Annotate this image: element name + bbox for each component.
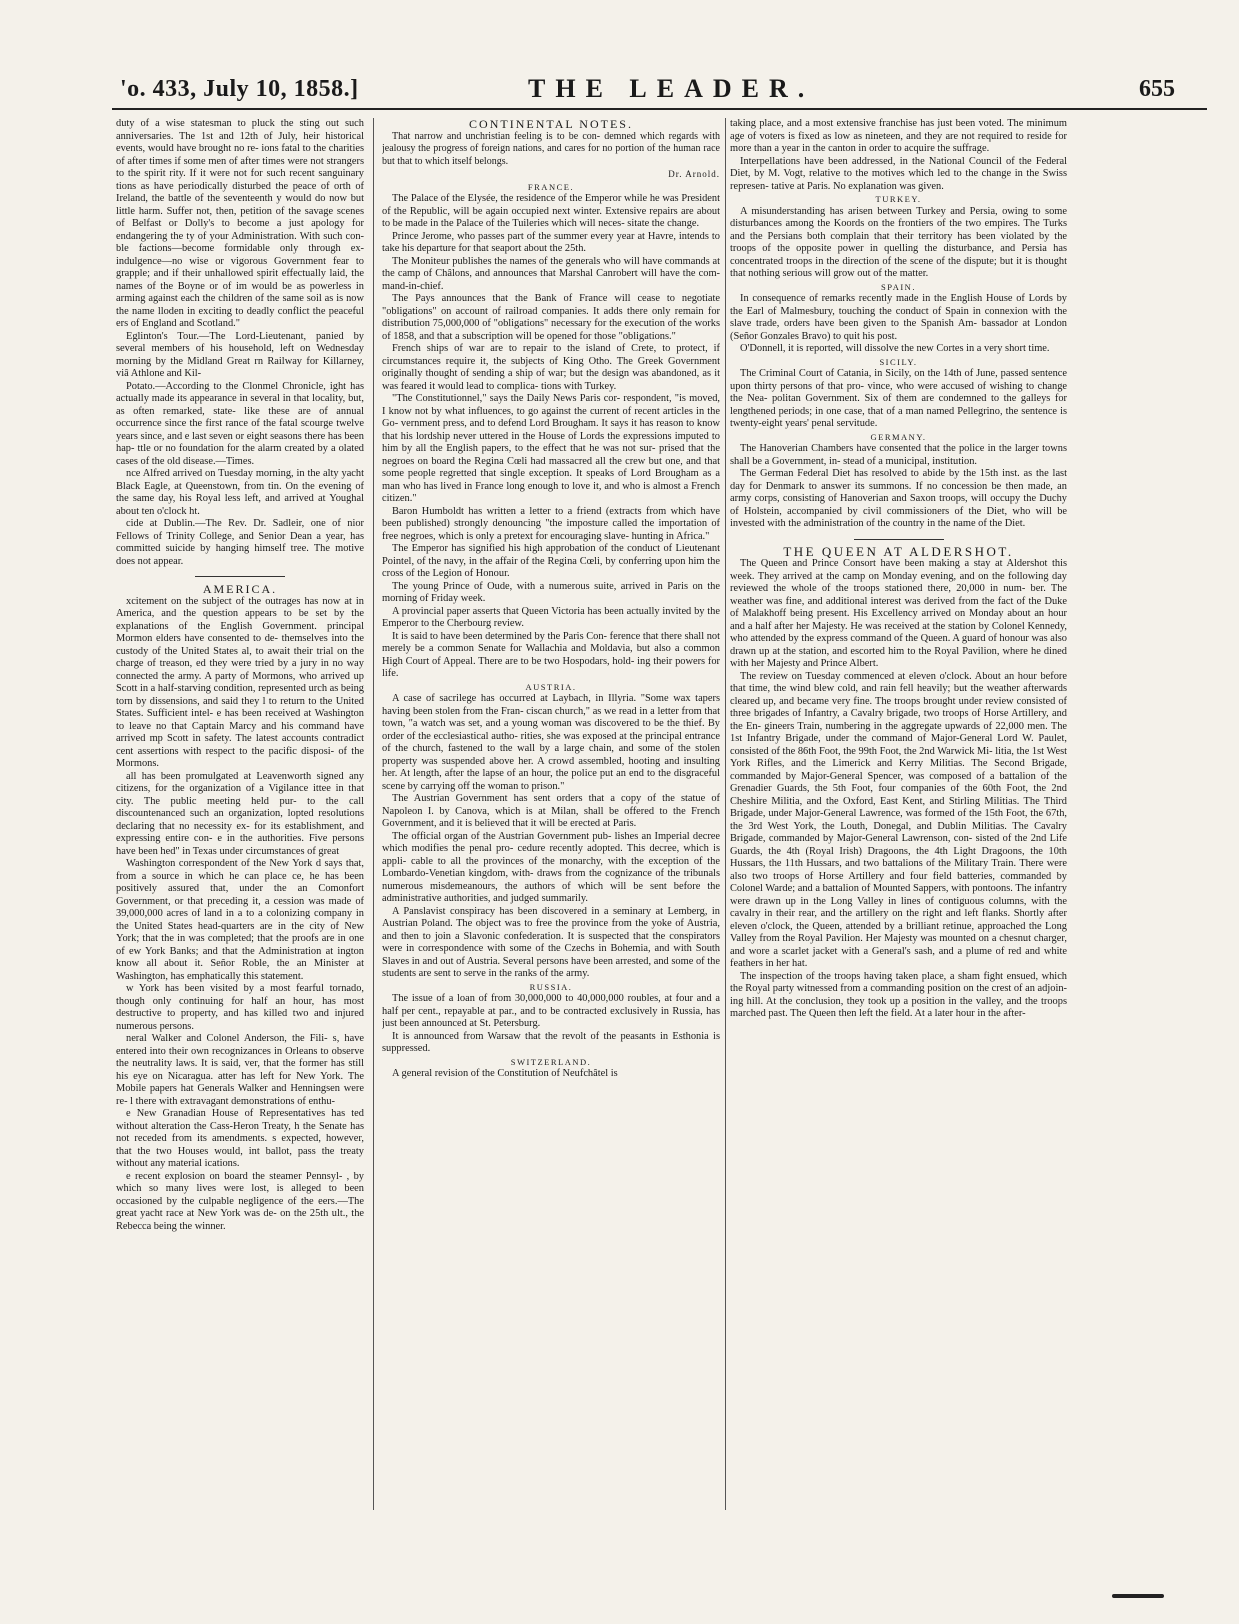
america-heading: AMERICA. [202,582,278,596]
article-paragraph: Prince Jerome, who passes part of the summer every year at Havre, intends to take his departure for that seaport about the 25th. [382,230,720,254]
article-paragraph: The Palace of the Elysée, the residence of the Emperor while he was President of the Republic, will be again occupied next winter. Extensive repairs are about to be made in the Palace of the Tuileries which will neces- sitate the change. [382,193,720,229]
queen-aldershot-heading: THE QUEEN AT ALDERSHOT. [783,543,1014,559]
article-paragraph: "The Constitutionnel," says the Daily News Paris cor- respondent, "is moved, I know not by what influences, to go against the current of recent articles in the Go- vernment press, and to defend Lord Brougham. It says it has reason to know that his lordship never uttered in the House of Lords the expressions imputed to him by all the English papers, to the effect that he was not sur- prised that the negroes on board the Regina Cœli had massacred all the crew but one, and that some people regretted that single exception. It speaks of Lord Brougham as a man who has lived in France long enough to love it, and who is almost a French citizen." [382,393,720,504]
article-paragraph: A general revision of the Constitution of Neufchâtel is [392,1068,618,1079]
article-paragraph: The inspection of the troops having taken place, a sham fight ensued, which the Royal party witnessed from a commanding position on the crest of an adjoin- ing hill. At the conclusion, they took up a position in the valley, and the troops marched past. The Queen then left the field. At a later hour in the after- [730,970,1067,1019]
continental-notes-heading: CONTINENTAL NOTES. [469,118,633,131]
article-paragraph: neral Walker and Colonel Anderson, the Fili- s, have entered into their own recognizances in Orleans to observe the neutrality laws. It is said, ver, that the former has still his eye on Nicaragua. atter has left for New York. The Mobile papers hat Generals Walker and Henningsen were re- l there with extravagant demonstrations of enthu- [116,1033,364,1107]
article-paragraph: nce Alfred arrived on Tuesday morning, in the alty yacht Black Eagle, at Queenstown, from tin. On the evening of the same day, his Royal less left, and arrived at Youghal about ten o'clock ht. [116,468,364,517]
epigraph-attribution: Dr. Arnold. [668,169,720,179]
article-paragraph: The Emperor has signified his high approbation of the conduct of Lieutenant Pointel, of the navy, in the affair of the Regina Cœli, by conferring upon him the cross of the Legion of Honour. [382,543,720,579]
article-paragraph: w York has been visited by a most fearful tornado, though only continuing for half an hour, has most destructive to property, and has killed two and injured numerous persons. [116,983,364,1032]
article-paragraph: Washington correspondent of the New York d says that, from a source in which he can place ce, he has been positively assured that, under the an Comonfort Government, or that preceding it, a cession was made of 39,000,000 acres of land in a to a colonizing company in the United States head-quarters are in the city of New York; that the in was completed; that the proofs are in one of ew York Banks; and that the Administration at ington know all about it. Señor Roble, the an Minister at Washington, has emphatically this statement. [116,858,364,982]
article-paragraph: The German Federal Diet has resolved to abide by the 15th inst. as the last day for Denmark to answer its summons. If no concession be then made, an army corps, consisting of Hanoverian and Saxon troops, will occupy the Duchy of Holstein, accompanied by civil commissioners of the Diet, who will be invested with the administration of the country in the name of the Diet. [730,468,1067,529]
article-paragraph: cide at Dublin.—The Rev. Dr. Sadleir, one of nior Fellows of Trinity College, and Senior Dean a year, has committed suicide by hanging himself tree. The motive does not appear. [116,518,364,567]
issue-date: 'o. 433, July 10, 1858.] [120,76,359,102]
article-paragraph: The review on Tuesday commenced at eleven o'clock. About an hour before that time, the wind blew cold, and rain fell heavily; but the weather afterwards cleared up, and became very fine. The troops brought under review consisted of three brigades of Infantry, a Cavalry brigade, two troops of Horse Artillery, and the En- gineers Train, numbering in the aggregate upwards of 22,000 men. The 1st Infantry Brigade, under the command of Major-General Lord W. Paulet, consisted of the 86th Foot, the 99th Foot, the 2nd Warwick Mi- litia, the 1st West York Rifles, and the Limerick and Kerry Militias. The Second Brigade, commanded by Major-General Spencer, was composed of a battalion of the Grenadier Guards, the 5th Foot, four companies of the 60th Foot, the 2nd Cheshire Militia, and the Oxford, East Kent, and Stirling Militias. The Third Brigade, under Major-General Lawrence, was formed of the 15th Foot, the 67th, the 3rd West York, the Louth, Donegal, and Dublin Militias. The Cavalry Brigade, commanded by Major-General Lawrenson, con- sisted of the 2nd Life Guards, the 4th (Royal Irish) Dragoons, the 4th Light Dragoons, the 10th Hussars, the 11th Hussars, and two battalions of the Military Train. There were also two troops of Horse Artillery and four field batteries, commanded by Colonel Warde; and a battalion of Mounted Sappers, with pontoons. The infantry were drawn up in the Long Valley in lines of contiguous columns, with the cavalry in their rear, and the artillery on the right and left flanks. Shortly after eleven o'clock, the Queen, attended by a brilliant retinue, approached the Long Valley from the Royal Pavilion. Her Majesty was mounted on a chesnut charger, and wore a scarlet jacket with a General's sash, and a plume of red and white feathers in her hat. [730,670,1067,969]
article-paragraph: The Criminal Court of Catania, in Sicily, on the 14th of June, passed sentence upon thirty persons of that pro- vince, who were accused of wishing to change the Nea- politan Government. Six of them are condemned to the galleys for lengthened periods; in one case, that of a man named Pellegrino, the sentence is twenty-eight years' penal servitude. [730,368,1067,429]
article-paragraph: duty of a wise statesman to pluck the sting out such anniversaries. The 1st and 12th of July, heir historical events, would have brought no re- ions fatal to the charities of after times if some men of after times were not strangers to the spirit rity. If it were not for such recent sanguinary tions as have periodically disturbed the peace of orth of Ireland, the battle of the seventeenth y would do now but little harm. Suffer not, then, petition of the savage scenes of Belfast or Dolly's to become a just apology for endangering the ty of your Administration. With such con- ble factions—become formidable only through ex- indulgence—no wise or vigorous Government fear to grapple; and if their unhallowed spirit effectually laid, the names of the Boyne or of im would be as powerless in arming against each the children of the same soil as is now the name lloden in exciting to deadly conflict the peaceful ers of England and Scotland." [116,118,364,329]
article-paragraph: The Pays announces that the Bank of France will cease to negotiate "obligations" on account of railroad companies. It adds there only remain for distribution 75,000,000 of "obligations" necessary for the execution of the works of 1858, and that a subscription will be opened for those "obligations." [382,293,720,342]
article-paragraph: In consequence of remarks recently made in the English House of Lords by the Earl of Malmesbury, touching the conduct of Spain in connexion with the slave trade, orders have been given to the Spanish Am- bassador at London (Señor Gonzales Bravo) to quit his post. [730,293,1067,342]
column-1 [116,118,364,1518]
article-paragraph: It is said to have been determined by the Paris Con- ference that there shall not merely be a common Senate for Wallachia and Moldavia, but also a common High Court of Appeal. There are to be two Hospodars, hold- ing their powers for life. [382,630,720,679]
france-heading: FRANCE. [527,181,575,192]
epigraph: That narrow and unchristian feeling is to be con- demned which regards with jealousy the progress of foreign nations, and cares for no portion of the human race but that to which itself belongs. [382,130,720,167]
article-paragraph: The Austrian Government has sent orders that a copy of the statue of Napoleon I. by Canova, which is at Milan, shall be offered to the French Government, and it is believed that it will be erected at Paris. [382,793,720,829]
article-paragraph: Interpellations have been addressed, in the National Council of the Federal Diet, by M. Vogt, relative to the motives which led to the change in the Swiss represen- tative at Paris. No explanation was given. [730,155,1067,192]
article-paragraph: It is announced from Warsaw that the revolt of the peasants in Esthonia is suppressed. [382,1030,720,1054]
column-divider [725,118,726,1510]
article-paragraph: A provincial paper asserts that Queen Victoria has been actually invited by the Emperor to the Cherbourg review. [382,605,720,629]
article-paragraph: A Panslavist conspiracy has been discovered in a seminary at Lemberg, in Austrian Poland. The object was to free the province from the yoke of Austria, and then to join a Slavonic confederation. It is suspected that the conspirators were in correspondence with some of the Czechs in Bohemia, and with South Slaves in and out of Austria. Several persons have been arrested, and some of the students are sent to serve in the ranks of the army. [382,905,720,979]
article-paragraph: The young Prince of Oude, with a numerous suite, arrived in Paris on the morning of Friday week. [382,580,720,604]
page-header [120,72,1205,102]
article-paragraph: French ships of war are to repair to the island of Crete, to protect, if circumstances require it, the subjects of King Otho. The Greek Government originally thought of sending a ship of war; but the design was abandoned, as it was feared it would lead to complica- tions with Turkey. [382,343,720,392]
austria-heading: AUSTRIA. [525,681,577,692]
turkey-heading: TURKEY. [875,194,922,204]
page-number: 655 [1139,76,1175,102]
column-divider [373,118,374,1510]
column-2 [382,118,720,1518]
article-paragraph: xcitement on the subject of the outrages has now at in America, and the question appears to be set by the explanations of the English Government. principal Mormon elders have consented to de- themselves into the custody of the United States al, to await their trial on the charge of treason, ed they were tried by a jury in no way connected the army. A party of Mormons, who arrived up Scott in a half-starving condition, represented urch as being torn by dissensions, and said they l to return to the United States. Sufficient intel- e has been received at Washington to leave no that Captain Marcy and his command have arrived mp Scott in safety. The latest accounts contradict cent assertions with respect to the pacific disposi- of the Mormons. [116,595,364,769]
article-paragraph: O'Donnell, it is reported, will dissolve the new Cortes in a very short time. [740,343,1050,354]
article-paragraph: The issue of a loan of from 30,000,000 to 40,000,000 roubles, at four and a half per cent., repayable at par., and to be contracted exclusively in Russia, has just been announced at St. Petersburg. [382,993,720,1029]
article-paragraph: e recent explosion on board the steamer Pennsyl- , by which so many lives were lost, is alleged to been occasioned by the culpable negligence of the eers.—The great yacht race at New York was de- on the 25th ult., the Rebecca being the winner. [116,1170,364,1232]
article-paragraph: Potato.—According to the Clonmel Chronicle, ight has actually made its appearance in several in that locality, but, as often remarked, state- like these are of annual occurrence since the first rance of the fatal scourge twelve years since, and e last seven or eight seasons there has been hap- ttle or no foundation for the alarm created by a olated cases of the old disease.—Times. [116,380,364,467]
article-paragraph: all has been promulgated at Leavenworth signed any citizens, for the organization of a Vigilance ittee in that city. The public meeting held pur- to the call discountenanced such an organization, lopted resolutions declaring that no necessity ex- for its establishment, and expressing entire con- e in the authorities. Five persons have been hed" in Texas under circumstances of great [116,770,364,857]
section-rule [854,539,944,540]
masthead-title: THE LEADER. [528,74,815,103]
header-rule [112,108,1207,110]
article-paragraph: The official organ of the Austrian Government pub- lishes an Imperial decree which modifies the penal pro- cedure recently adopted. This decree, which is appli- cable to all the provinces of the monarchy, with the exception of the Lombardo-Venetian kingdom, with- draws from the cognizance of the tribunals numerous misdemeanours, the authors of which will be sent before the administrative authorities, and judged summarily. [382,830,720,904]
spain-heading: SPAIN. [881,281,916,292]
article-paragraph: taking place, and a most extensive franchise has just been voted. The minimum age of voters is fixed as low as nineteen, and they are not required to reside for more than a year in the canton in order to acquire the suffrage. [730,118,1067,154]
article-paragraph: e New Granadian House of Representatives has ted without alteration the Cass-Heron Treaty, h the Senate has not receded from its amendments. s expected, however, that the two Houses would, int ballot, pass the treaty without any material ications. [116,1108,364,1169]
section-rule [195,576,285,577]
ink-blot [1112,1594,1164,1598]
article-paragraph: A case of sacrilege has occurred at Laybach, in Illyria. "Some wax tapers having been stolen from the Fran- ciscan church," as we read in a letter from that town, "a watch was set, and a young woman was discovered to be the thief. By order of the ecclesiastical autho- rities, she was exposed at the principal entrance of the church, fastened to the wall by a large chain, and some of the stolen property was suspended above her. A crowd assembled, hooting and insulting her. At length, after the lapse of an hour, the police put an end to the disgraceful scene by carrying off the woman to prison." [382,693,720,792]
article-paragraph: The Hanoverian Chambers have consented that the police in the larger towns shall be a Government, in- stead of a municipal, institution. [730,443,1067,467]
column-3 [730,118,1067,1518]
article-paragraph: Eglinton's Tour.—The Lord-Lieutenant, panied by several members of his household, left on Wednesday morning by the Midland Great rn Railway for Killarney, viâ Athlone and Kil- [116,330,364,379]
switzerland-heading: SWITZERLAND. [510,1056,592,1067]
germany-heading: GERMANY. [870,431,927,442]
russia-heading: RUSSIA. [529,981,573,992]
article-paragraph: Baron Humboldt has written a letter to a friend (extracts from which have been published) strongly denouncing "the imposture called the importation of free negroes, which is only a pretext for encouraging slave- hunting in Africa." [382,505,720,542]
sicily-heading: SICILY. [879,356,918,367]
article-paragraph: The Queen and Prince Consort have been making a stay at Aldershot this week. They arrived at the camp on Monday evening, and on the following day reviewed the whole of the troops stationed there, 20,000 in num- ber. The weather was fine, and additional interest was derived from the fact of the Duke of Malakhoff being present. His Excellency arrived on Monday about an hour and a half after her Majesty. He was received at the station by Colonel Kennedy, who attended by the express command of the Queen. A guard of honour was also drawn up at the station, and escorted him to the Royal Pavilion, where he dined with her Majesty and Prince Albert. [730,558,1067,669]
article-paragraph: A misunderstanding has arisen between Turkey and Persia, owing to some disturbances among the Koords on the frontiers of the two empires. The Turks and the Persians both complain that their territory has been violated by the troops of the opposite power in quelling the disturbance, and Persia has concentrated troops in the direction of the scene of the dispute; but it is thought that nothing serious will grow out of the matter. [730,205,1067,279]
article-paragraph: The Moniteur publishes the names of the generals who will have commands at the camp of Châlons, and announces that Marshal Canrobert will have the com- mand-in-chief. [382,255,720,292]
